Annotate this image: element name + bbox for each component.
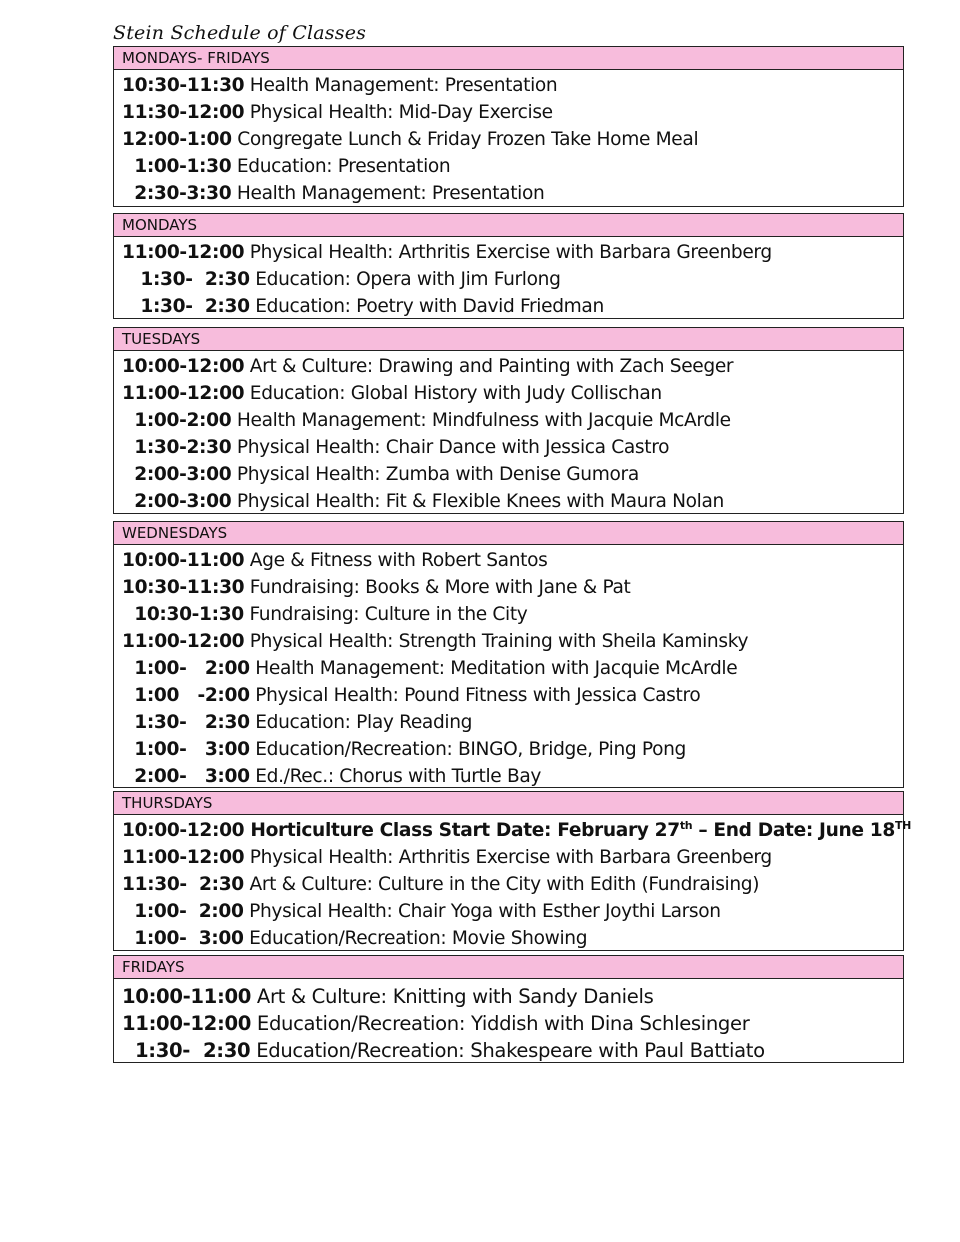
time-range: 10:30-11:30 — [122, 75, 245, 96]
schedule-list — [114, 979, 903, 1064]
time-range: 10:00-12:00 — [122, 820, 245, 841]
class-description: Education: Opera with Jim Furlong — [249, 269, 561, 290]
schedule-row — [114, 99, 903, 126]
schedule-row — [114, 574, 903, 601]
schedule-row — [114, 844, 903, 871]
class-description: Art & Culture: Drawing and Painting with Zach Seeger — [244, 356, 734, 377]
class-description: Education/Recreation: BINGO, Bridge, Ping Pong — [249, 739, 687, 760]
time-range: 10:00-11:00 — [122, 550, 245, 571]
class-description: Fundraising: Culture in the City — [243, 604, 528, 625]
class-description: Physical Health: Strength Training with Sheila Kaminsky — [244, 631, 749, 652]
schedule-row — [114, 628, 903, 655]
schedule-row — [114, 871, 903, 898]
class-description: Physical Health: Arthritis Exercise with Barbara Greenberg — [244, 242, 772, 263]
class-description: Education/Recreation: Shakespeare with Paul Battiato — [250, 1039, 765, 1062]
section-header: MONDAYS — [114, 214, 903, 237]
schedule-row — [114, 655, 903, 682]
class-description: Fundraising: Books & More with Jane & Pat — [244, 577, 631, 598]
time-range: 1:00- 3:00 — [122, 928, 244, 949]
time-range: 1:00 -2:00 — [122, 685, 250, 706]
class-description: Health Management: Mindfulness with Jacquie McArdle — [231, 410, 731, 431]
time-range: 12:00-1:00 — [122, 129, 232, 150]
schedule-row — [114, 380, 903, 407]
schedule-row — [114, 239, 903, 266]
class-description: Congregate Lunch & Friday Frozen Take Home Meal — [231, 129, 699, 150]
schedule-list — [114, 237, 903, 320]
class-description: Health Management: Presentation — [231, 183, 545, 204]
schedule-row — [114, 736, 903, 763]
schedule-row — [114, 709, 903, 736]
section-wednesdays — [113, 521, 904, 788]
schedule-row — [114, 601, 903, 628]
section-header: FRIDAYS — [114, 956, 903, 979]
schedule-row — [114, 293, 903, 320]
schedule-list — [114, 351, 903, 515]
schedule-row — [114, 898, 903, 925]
section-tuesdays — [113, 327, 904, 514]
time-range: 2:00-3:00 — [122, 491, 232, 512]
time-range: 10:30-1:30 — [122, 604, 244, 625]
schedule-row — [114, 682, 903, 709]
class-description: Physical Health: Pound Fitness with Jessica Castro — [249, 685, 701, 706]
time-range: 1:30- 2:30 — [122, 269, 250, 290]
section-fridays — [113, 955, 904, 1063]
time-range: 1:00- 2:00 — [122, 901, 244, 922]
time-range: 11:30-12:00 — [122, 102, 245, 123]
schedule-row — [114, 1010, 903, 1037]
schedule-row — [114, 763, 903, 790]
schedule-row — [114, 407, 903, 434]
class-description: Physical Health: Fit & Flexible Knees with Maura Nolan — [231, 491, 724, 512]
time-range: 10:00-12:00 — [122, 356, 245, 377]
class-description: Education/Recreation: Movie Showing — [243, 928, 588, 949]
schedule-row — [114, 461, 903, 488]
time-range: 11:00-12:00 — [122, 383, 245, 404]
time-range: 2:00- 3:00 — [122, 766, 250, 787]
class-description: Art & Culture: Knitting with Sandy Daniels — [251, 985, 654, 1008]
class-description: Ed./Rec.: Chorus with Turtle Bay — [249, 766, 542, 787]
schedule-row — [114, 266, 903, 293]
section-header: THURSDAYS — [114, 792, 903, 815]
page-title: Stein Schedule of Classes — [113, 22, 367, 44]
time-range: 10:00-11:00 — [122, 985, 252, 1008]
schedule-list — [114, 815, 911, 952]
desc-text: – End Date: June 18 — [692, 820, 895, 841]
schedule-row — [114, 126, 903, 153]
time-range: 11:00-12:00 — [122, 1012, 252, 1035]
section-mondays — [113, 213, 904, 319]
class-description: Age & Fitness with Robert Santos — [244, 550, 548, 571]
schedule-row — [114, 983, 903, 1010]
class-description: Education/Recreation: Yiddish with Dina Schlesinger — [251, 1012, 750, 1035]
time-range: 2:30-3:30 — [122, 183, 232, 204]
schedule-row — [114, 547, 903, 574]
time-range: 1:30-2:30 — [122, 437, 232, 458]
schedule-row — [114, 488, 903, 515]
class-description: Education: Presentation — [231, 156, 451, 177]
schedule-row — [114, 434, 903, 461]
time-range: 11:00-12:00 — [122, 631, 245, 652]
time-range: 2:00-3:00 — [122, 464, 232, 485]
class-description: Education: Play Reading — [249, 712, 473, 733]
section-header: MONDAYS- FRIDAYS — [114, 47, 903, 70]
class-description: Education: Global History with Judy Collischan — [244, 383, 662, 404]
schedule-row — [114, 153, 903, 180]
section-thursdays — [113, 791, 911, 951]
time-range: 1:00- 2:00 — [122, 658, 250, 679]
time-range: 1:30- 2:30 — [122, 296, 250, 317]
class-description: Health Management: Presentation — [244, 75, 558, 96]
time-range: 10:30-11:30 — [122, 577, 245, 598]
time-range: 11:30- 2:30 — [122, 874, 244, 895]
class-description: Physical Health: Zumba with Denise Gumora — [231, 464, 639, 485]
time-range: 1:30- 2:30 — [122, 1039, 251, 1062]
time-range: 11:00-12:00 — [122, 847, 245, 868]
time-range: 11:00-12:00 — [122, 242, 245, 263]
section-mondays-fridays — [113, 46, 904, 207]
class-description: Physical Health: Mid-Day Exercise — [244, 102, 553, 123]
time-range: 1:00-1:30 — [122, 156, 232, 177]
schedule-row — [114, 180, 903, 207]
class-description: Health Management: Meditation with Jacquie McArdle — [249, 658, 738, 679]
time-range: 1:30- 2:30 — [122, 712, 250, 733]
time-range: 1:00- 3:00 — [122, 739, 250, 760]
schedule-row — [114, 72, 903, 99]
schedule-row — [114, 817, 911, 844]
class-description: Education: Poetry with David Friedman — [249, 296, 604, 317]
schedule-row — [114, 1037, 903, 1064]
schedule-row — [114, 925, 903, 952]
ordinal-suffix: TH — [894, 819, 911, 832]
ordinal-suffix: th — [679, 819, 693, 832]
class-description: Physical Health: Chair Dance with Jessica Castro — [231, 437, 670, 458]
time-range: 1:00-2:00 — [122, 410, 232, 431]
schedule-row — [114, 353, 903, 380]
schedule-list — [114, 545, 903, 790]
class-description — [244, 820, 911, 841]
schedule-list — [114, 70, 903, 207]
desc-text: Horticulture Class Start Date: February 27 — [244, 820, 680, 841]
section-header: WEDNESDAYS — [114, 522, 903, 545]
class-description: Art & Culture: Culture in the City with Edith (Fundraising) — [243, 874, 760, 895]
class-description: Physical Health: Arthritis Exercise with Barbara Greenberg — [244, 847, 772, 868]
section-header: TUESDAYS — [114, 328, 903, 351]
class-description: Physical Health: Chair Yoga with Esther Joythi Larson — [243, 901, 721, 922]
